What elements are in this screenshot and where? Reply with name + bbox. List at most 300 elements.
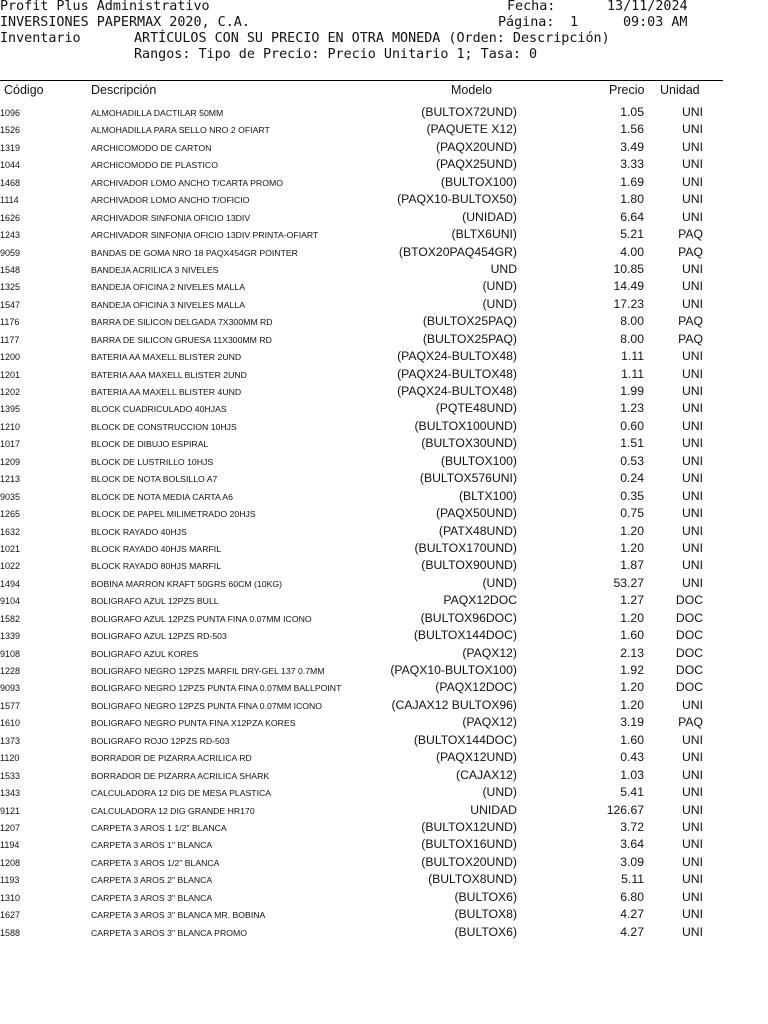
table-row xyxy=(0,924,723,941)
item-model: (BULTOX90UND) xyxy=(421,558,517,573)
item-code: 1627 xyxy=(0,910,21,921)
item-unit: UNI xyxy=(682,418,703,433)
item-description: CALCULADORA 12 DIG DE MESA PLASTICA xyxy=(91,788,272,799)
item-price: 1.56 xyxy=(620,122,644,137)
item-price: 4.00 xyxy=(620,244,644,259)
item-unit: PAQ xyxy=(678,244,703,259)
item-code: 9104 xyxy=(0,596,21,607)
item-model: (UNIDAD) xyxy=(462,209,517,224)
table-row xyxy=(0,348,723,365)
item-model: (BULTOX576UNI) xyxy=(419,471,517,486)
item-price: 5.41 xyxy=(620,785,644,800)
item-unit: UNI xyxy=(682,523,703,538)
item-price: 53.27 xyxy=(613,575,644,590)
item-model: (PAQX12) xyxy=(462,645,517,660)
item-price: 1.51 xyxy=(620,436,644,451)
item-code: 1582 xyxy=(0,613,21,624)
item-description: BOLIGRAFO AZUL 12PZS PUNTA FINA 0.07MM ICONO xyxy=(91,613,312,624)
item-description: BOLIGRAFO NEGRO PUNTA FINA X12PZA KORES xyxy=(91,718,296,729)
item-code: 1468 xyxy=(0,177,21,188)
item-price: 1.69 xyxy=(620,174,644,189)
item-price: 2.13 xyxy=(620,645,644,660)
item-code: 1325 xyxy=(0,282,21,293)
item-model: (BULTOX144DOC) xyxy=(413,732,517,747)
table-row xyxy=(0,366,723,383)
item-price: 0.75 xyxy=(620,506,644,521)
item-model: (CAJAX12 BULTOX96) xyxy=(391,697,517,712)
item-model: (BULTOX8UND) xyxy=(428,872,517,887)
table-row xyxy=(0,418,723,435)
page-number: 1 xyxy=(570,15,579,30)
item-price: 0.53 xyxy=(620,453,644,468)
item-description: BANDAS DE GOMA NRO 18 PAQX454GR POINTER xyxy=(91,247,298,258)
item-code: 1395 xyxy=(0,404,21,415)
item-code: 1176 xyxy=(0,317,20,328)
item-code: 1202 xyxy=(0,387,21,397)
item-description: BORRADOR DE PIZARRA ACRILICA RD xyxy=(91,753,252,764)
item-model: (PAQX24-BULTOX48) xyxy=(397,366,517,381)
item-price: 126.67 xyxy=(606,802,644,817)
item-model: (BULTOX72UND) xyxy=(421,105,517,119)
table-row xyxy=(0,209,723,226)
table-row xyxy=(0,470,723,487)
item-model: PAQX12DOC xyxy=(443,593,517,608)
item-model: (PQTE48UND) xyxy=(435,401,517,416)
item-code: 1044 xyxy=(0,160,21,171)
item-price: 1.60 xyxy=(620,628,644,643)
item-description: CARPETA 3 AROS 1" BLANCA xyxy=(91,840,213,851)
table-row xyxy=(0,610,723,627)
item-code: 1228 xyxy=(0,666,21,676)
item-description: BLOCK DE LUSTRILLO 10HJS xyxy=(91,456,214,467)
item-code: 9121 xyxy=(0,805,21,816)
item-unit: UNI xyxy=(682,401,703,416)
item-code: 1588 xyxy=(0,927,21,938)
item-price: 3.49 xyxy=(620,139,644,154)
item-code: 1548 xyxy=(0,264,21,275)
item-description: BOLIGRAFO ROJO 12PZS RD-503 xyxy=(91,735,230,746)
item-model: (PATX48UND) xyxy=(438,523,517,538)
page-label: Página: xyxy=(498,15,555,30)
item-model: (PAQX50UND) xyxy=(435,506,517,521)
item-price: 3.33 xyxy=(620,157,644,172)
item-description: BANDEJA OFICINA 3 NIVELES MALLA xyxy=(91,299,246,310)
item-description: BLOCK CUADRICULADO 40HJAS xyxy=(91,404,227,415)
item-code: 1017 xyxy=(0,439,21,450)
item-model: (BULTOX30UND) xyxy=(421,436,517,451)
item-description: BATERIA AAA MAXELL BLISTER 2UND xyxy=(91,369,247,380)
item-model: (CAJAX12) xyxy=(456,767,517,782)
item-model: (PAQX10-BULTOX100) xyxy=(390,663,517,677)
item-description: BORRADOR DE PIZARRA ACRILICA SHARK xyxy=(91,770,270,781)
item-price: 1.20 xyxy=(620,697,644,712)
item-description: CARPETA 3 AROS 1 1/2" BLANCA xyxy=(91,822,227,833)
item-unit: UNI xyxy=(682,889,703,904)
item-unit: UNI xyxy=(682,436,703,451)
table-row xyxy=(0,557,723,574)
table-row xyxy=(0,819,723,836)
item-description: BLOCK RAYADO 40HJS xyxy=(91,526,187,537)
table-row xyxy=(0,278,723,295)
table-row xyxy=(0,400,723,417)
table-row xyxy=(0,679,723,696)
item-model: UNIDAD xyxy=(470,802,517,817)
item-model: (PAQX12UND) xyxy=(435,750,517,765)
item-price: 1.23 xyxy=(620,401,644,416)
item-price: 6.80 xyxy=(620,889,644,904)
item-code: 1310 xyxy=(0,892,21,903)
item-price: 1.20 xyxy=(620,523,644,538)
item-code: 1632 xyxy=(0,526,21,537)
item-description: BLOCK RAYADO 40HJS MARFIL xyxy=(91,543,222,554)
item-unit: PAQ xyxy=(678,227,703,242)
item-code: 1526 xyxy=(0,125,21,136)
item-price: 3.64 xyxy=(620,837,644,852)
item-description: BANDEJA OFICINA 2 NIVELES MALLA xyxy=(91,282,246,293)
table-row xyxy=(0,836,723,853)
item-description: BARRA DE SILICON GRUESA 11X300MM RD xyxy=(91,334,272,345)
item-price: 10.85 xyxy=(613,261,644,276)
item-description: BLOCK DE PAPEL MILIMETRADO 20HJS xyxy=(91,509,256,520)
date-label: Fecha: xyxy=(507,0,556,14)
item-model: (PAQX10-BULTOX50) xyxy=(397,192,517,207)
table-row xyxy=(0,296,723,313)
item-price: 1.20 xyxy=(620,610,644,625)
item-model: (PAQX20UND) xyxy=(435,139,517,154)
item-description: CARPETA 3 AROS 3" BLANCA PROMO xyxy=(91,927,247,938)
table-row xyxy=(0,331,723,348)
item-unit: UNI xyxy=(682,750,703,765)
item-unit: UNI xyxy=(682,837,703,852)
item-unit: UNI xyxy=(682,488,703,503)
item-unit: PAQ xyxy=(678,715,703,730)
item-model: (BULTOX20UND) xyxy=(421,854,517,869)
item-unit: UNI xyxy=(682,174,703,189)
item-code: 1533 xyxy=(0,770,21,781)
item-code: 1626 xyxy=(0,212,21,223)
item-model: (UND) xyxy=(482,785,517,800)
item-unit: PAQ xyxy=(678,331,703,346)
column-header-model: Modelo xyxy=(451,83,492,97)
item-code: 1339 xyxy=(0,631,21,642)
item-description: BLOCK DE NOTA BOLSILLO A7 xyxy=(91,474,218,485)
item-model: (PAQX24-BULTOX48) xyxy=(397,384,517,398)
table-row xyxy=(0,889,723,906)
report-ranges: Rangos: Tipo de Precio: Precio Unitario 1; Tasa: 0 xyxy=(134,47,538,62)
item-description: BANDEJA ACRILICA 3 NIVELES xyxy=(91,264,219,275)
table-row xyxy=(0,104,723,121)
table-row xyxy=(0,226,723,243)
table-row xyxy=(0,732,723,749)
item-unit: UNI xyxy=(682,924,703,939)
table-row xyxy=(0,749,723,766)
table-row xyxy=(0,714,723,731)
item-model: (BULTOX100) xyxy=(440,174,517,189)
table-row xyxy=(0,453,723,470)
item-unit: UNI xyxy=(682,854,703,869)
item-unit: UNI xyxy=(682,907,703,922)
item-price: 4.27 xyxy=(620,924,644,939)
item-code: 1210 xyxy=(0,421,21,432)
item-model: (PAQX25UND) xyxy=(435,157,517,172)
item-model: (UND) xyxy=(482,279,517,294)
item-model: (BULTOX12UND) xyxy=(421,819,517,834)
item-price: 8.00 xyxy=(620,314,644,329)
item-unit: UNI xyxy=(682,261,703,276)
item-code: 1177 xyxy=(0,334,20,345)
date-value: 13/11/2024 xyxy=(607,0,688,14)
item-description: BARRA DE SILICON DELGADA 7X300MM RD xyxy=(91,317,273,328)
column-header-code: Código xyxy=(4,83,44,97)
item-description: ARCHICOMODO DE CARTON xyxy=(91,142,212,153)
item-price: 1.60 xyxy=(620,732,644,747)
table-row xyxy=(0,784,723,801)
time-value: 09:03 AM xyxy=(623,15,688,30)
item-price: 1.80 xyxy=(620,192,644,207)
item-price: 1.99 xyxy=(620,384,644,398)
item-code: 1577 xyxy=(0,700,21,711)
item-unit: DOC xyxy=(675,645,703,660)
item-unit: UNI xyxy=(682,767,703,782)
item-unit: UNI xyxy=(682,506,703,521)
item-description: BOBINA MARRON KRAFT 50GRS 60CM (10KG) xyxy=(91,578,283,589)
item-description: ARCHIVADOR SINFONIA OFICIO 13DIV PRINTA-OFIART xyxy=(91,230,319,241)
table-row xyxy=(0,802,723,819)
item-model: (PAQX24-BULTOX48) xyxy=(397,349,517,364)
item-price: 1.27 xyxy=(620,593,644,608)
item-model: (BULTOX25PAQ) xyxy=(422,314,517,329)
item-price: 1.20 xyxy=(620,680,644,695)
item-unit: PAQ xyxy=(678,314,703,329)
table-row xyxy=(0,261,723,278)
item-model: (BULTOX6) xyxy=(454,889,517,904)
table-row xyxy=(0,871,723,888)
item-model: (BTOX20PAQ454GR) xyxy=(398,244,517,259)
item-price: 0.24 xyxy=(620,471,644,486)
item-model: UND xyxy=(490,261,517,276)
item-unit: UNI xyxy=(682,471,703,486)
item-unit: UNI xyxy=(682,819,703,834)
column-header-price: Precio xyxy=(609,83,645,97)
item-code: 9059 xyxy=(0,247,21,258)
table-row xyxy=(0,523,723,540)
item-description: ARCHIVADOR SINFONIA OFICIO 13DIV xyxy=(91,212,251,223)
item-code: 9108 xyxy=(0,648,21,659)
items-table xyxy=(0,104,723,941)
table-row xyxy=(0,906,723,923)
item-unit: UNI xyxy=(682,785,703,800)
table-row xyxy=(0,627,723,644)
item-code: 1610 xyxy=(0,718,21,729)
item-unit: UNI xyxy=(682,122,703,137)
item-price: 3.09 xyxy=(620,854,644,869)
item-unit: DOC xyxy=(675,680,703,695)
table-row xyxy=(0,697,723,714)
table-row xyxy=(0,174,723,191)
item-model: (BULTOX6) xyxy=(454,924,517,939)
item-price: 1.03 xyxy=(620,767,644,782)
table-row xyxy=(0,435,723,452)
table-row xyxy=(0,662,723,679)
report-title: ARTÍCULOS CON SU PRECIO EN OTRA MONEDA (Orden: Descripción) xyxy=(134,31,610,46)
header-divider xyxy=(0,80,723,81)
item-unit: UNI xyxy=(682,192,703,207)
item-unit: UNI xyxy=(682,872,703,887)
table-row xyxy=(0,244,723,261)
item-code: 1319 xyxy=(0,142,21,153)
item-code: 9035 xyxy=(0,491,21,502)
item-unit: UNI xyxy=(682,540,703,555)
item-description: BOLIGRAFO AZUL 12PZS RD-503 xyxy=(91,631,227,642)
item-price: 0.35 xyxy=(620,488,644,503)
item-description: ARCHIVADOR LOMO ANCHO T/CARTA PROMO xyxy=(91,177,283,188)
table-row xyxy=(0,156,723,173)
item-code: 1200 xyxy=(0,352,21,363)
item-unit: UNI xyxy=(682,575,703,590)
item-code: 9093 xyxy=(0,683,21,694)
item-price: 5.11 xyxy=(621,872,644,887)
item-unit: DOC xyxy=(675,593,703,608)
item-price: 1.05 xyxy=(620,105,644,119)
item-description: ALMOHADILLA PARA SELLO NRO 2 OFIART xyxy=(91,125,270,136)
table-row xyxy=(0,645,723,662)
table-row xyxy=(0,540,723,557)
item-price: 14.49 xyxy=(613,279,644,294)
item-price: 1.11 xyxy=(621,366,644,381)
item-unit: UNI xyxy=(682,366,703,381)
item-code: 1022 xyxy=(0,561,21,572)
table-row xyxy=(0,383,723,400)
item-code: 1547 xyxy=(0,299,21,310)
item-unit: UNI xyxy=(682,139,703,154)
item-description: CARPETA 3 AROS 2" BLANCA xyxy=(91,875,213,886)
item-model: (BLTX6UNI) xyxy=(451,227,517,242)
table-row xyxy=(0,505,723,522)
table-row xyxy=(0,488,723,505)
item-model: (BULTOX100UND) xyxy=(414,418,517,433)
table-row xyxy=(0,575,723,592)
table-row xyxy=(0,139,723,156)
item-code: 1213 xyxy=(0,474,21,485)
item-code: 1243 xyxy=(0,230,21,241)
item-description: BOLIGRAFO NEGRO 12PZS MARFIL DRY-GEL 137 0.7MM xyxy=(91,666,325,676)
company-name: INVERSIONES PAPERMAX 2020, C.A. xyxy=(0,15,250,30)
item-description: BLOCK DE NOTA MEDIA CARTA A6 xyxy=(91,491,233,502)
item-code: 1096 xyxy=(0,108,21,118)
item-code: 1114 xyxy=(0,195,19,206)
item-description: BOLIGRAFO NEGRO 12PZS PUNTA FINA 0.07MM BALLPOINT xyxy=(91,683,342,694)
item-model: (BLTX100) xyxy=(458,488,517,503)
item-model: (BULTOX100) xyxy=(440,453,517,468)
item-code: 1343 xyxy=(0,788,21,799)
item-code: 1208 xyxy=(0,857,21,868)
item-unit: UNI xyxy=(682,697,703,712)
item-price: 4.27 xyxy=(620,907,644,922)
item-code: 1021 xyxy=(0,543,21,554)
item-unit: UNI xyxy=(682,209,703,224)
section-name: Inventario xyxy=(0,31,81,46)
item-description: ARCHIVADOR LOMO ANCHO T/OFICIO xyxy=(91,195,250,206)
item-unit: UNI xyxy=(682,157,703,172)
item-model: (BULTOX16UND) xyxy=(421,837,517,852)
item-description: BATERIA AA MAXELL BLISTER 2UND xyxy=(91,352,242,363)
item-price: 1.92 xyxy=(620,663,644,677)
item-model: (BULTOX170UND) xyxy=(414,540,517,555)
item-description: CARPETA 3 AROS 3" BLANCA xyxy=(91,892,213,903)
item-price: 1.20 xyxy=(620,540,644,555)
item-code: 1193 xyxy=(0,875,20,886)
item-model: (BULTOX8) xyxy=(454,907,517,922)
item-price: 0.43 xyxy=(620,750,644,765)
item-unit: UNI xyxy=(682,384,703,398)
item-unit: UNI xyxy=(682,558,703,573)
item-price: 0.60 xyxy=(620,418,644,433)
item-unit: UNI xyxy=(682,296,703,311)
item-description: BATERIA AA MAXELL BLISTER 4UND xyxy=(91,387,242,397)
item-description: ARCHICOMODO DE PLASTICO xyxy=(91,160,218,171)
item-model: (UND) xyxy=(482,575,517,590)
table-row xyxy=(0,592,723,609)
item-unit: DOC xyxy=(675,663,703,677)
table-row xyxy=(0,121,723,138)
item-description: BOLIGRAFO AZUL KORES xyxy=(91,648,199,659)
item-price: 1.11 xyxy=(621,349,644,364)
item-price: 17.23 xyxy=(613,296,644,311)
item-unit: UNI xyxy=(682,279,703,294)
item-model: (BULTOX144DOC) xyxy=(413,628,517,643)
item-model: (UND) xyxy=(482,296,517,311)
app-title: Profit Plus Administrativo xyxy=(0,0,210,14)
item-model: (PAQX12) xyxy=(462,715,517,730)
column-header-unit: Unidad xyxy=(660,83,700,97)
item-model: (BULTOX96DOC) xyxy=(420,610,517,625)
item-description: BLOCK DE CONSTRUCCION 10HJS xyxy=(91,421,237,432)
table-row xyxy=(0,313,723,330)
item-unit: UNI xyxy=(682,105,703,119)
item-code: 1194 xyxy=(0,840,20,851)
item-description: BOLIGRAFO AZUL 12PZS BULL xyxy=(91,596,219,607)
item-price: 1.87 xyxy=(620,558,644,573)
item-price: 8.00 xyxy=(620,331,644,346)
item-code: 1207 xyxy=(0,822,21,833)
item-unit: DOC xyxy=(675,628,703,643)
item-code: 1201 xyxy=(0,369,21,380)
item-unit: UNI xyxy=(682,453,703,468)
item-code: 1373 xyxy=(0,735,21,746)
item-description: CARPETA 3 AROS 1/2" BLANCA xyxy=(91,857,220,868)
item-unit: DOC xyxy=(675,610,703,625)
table-row xyxy=(0,767,723,784)
item-code: 1209 xyxy=(0,456,21,467)
item-unit: UNI xyxy=(682,802,703,817)
item-description: BLOCK DE DIBUJO ESPIRAL xyxy=(91,439,209,450)
item-unit: UNI xyxy=(682,349,703,364)
item-model: (BULTOX25PAQ) xyxy=(422,331,517,346)
item-model: (PAQX12DOC) xyxy=(435,680,517,695)
item-code: 1265 xyxy=(0,509,21,520)
table-row xyxy=(0,191,723,208)
item-description: CALCULADORA 12 DIG GRANDE HR170 xyxy=(91,805,255,816)
item-price: 3.72 xyxy=(620,819,644,834)
item-code: 1494 xyxy=(0,578,21,589)
item-price: 6.64 xyxy=(620,209,644,224)
item-model: (PAQUETE X12) xyxy=(426,122,517,137)
item-description: BLOCK RAYADO 80HJS MARFIL xyxy=(91,561,222,572)
item-description: ALMOHADILLA DACTILAR 50MM xyxy=(91,108,224,118)
item-price: 3.19 xyxy=(620,715,644,730)
table-row xyxy=(0,854,723,871)
item-description: CARPETA 3 AROS 3" BLANCA MR. BOBINA xyxy=(91,910,266,921)
